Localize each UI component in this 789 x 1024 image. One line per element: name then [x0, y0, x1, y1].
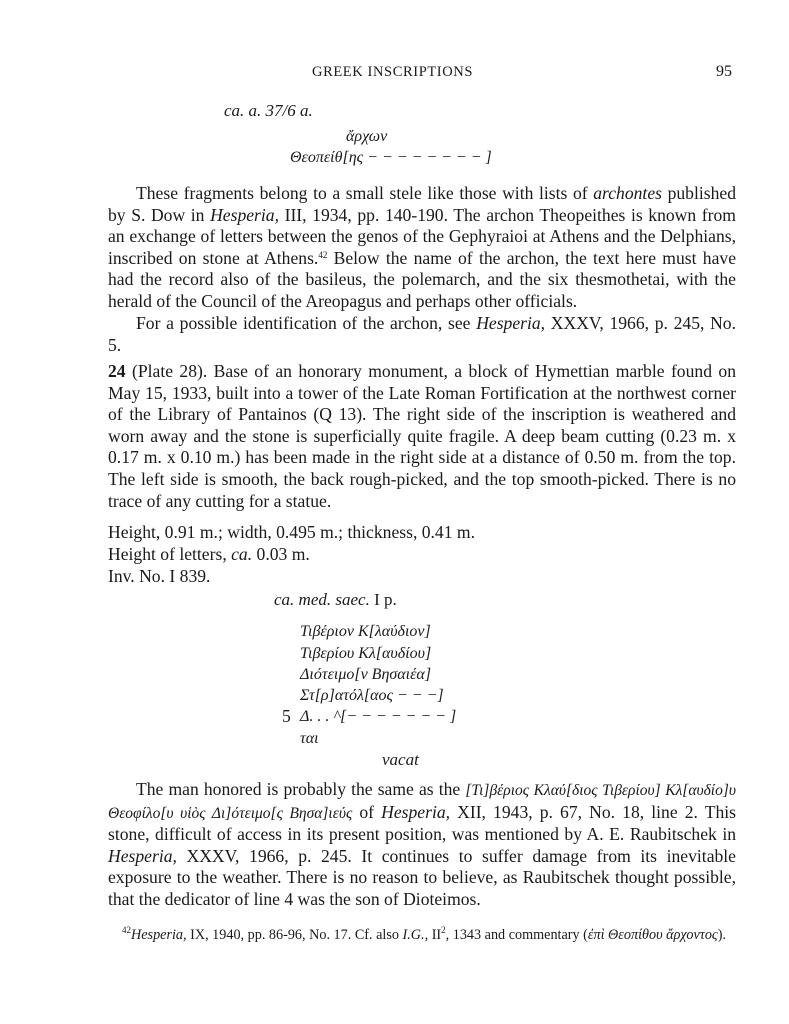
paragraph: For a possible identification of the archon, see Hesperia, XXXV, 1966, p. 245, No. 5.: [108, 313, 736, 355]
inscription-line: Θεοπείθ[ης − − − − − − − − ]: [290, 149, 492, 166]
inscription-line: ται: [300, 730, 319, 747]
running-title: GREEK INSCRIPTIONS: [312, 64, 474, 80]
inscription-line: Στ[ρ]ατόλ[αος − − −]: [300, 687, 444, 704]
vacat-note: vacat: [382, 750, 419, 769]
dimensions-line: Height, 0.91 m.; width, 0.495 m.; thickness, 0.41 m.: [108, 522, 476, 542]
entry-number: 24: [108, 361, 126, 381]
footnote-number: 42: [122, 925, 131, 935]
greek-citation: [Τι]βέριος Κλαύ[διος Τιβερίου] Κλ[αυδίο]υ Θεοφίλο[υ υἱὸς Δι]ότειμο[ς Βησα]ιεύς: [108, 782, 736, 822]
inscription-line: Τιβερίου Κλ[αυδίου]: [300, 645, 432, 662]
page-number: 95: [716, 63, 732, 80]
footnote: $^{42}$Hesperia, IX, 1940, pp. 86-96, No. 17. Cf. also I.G., $II^2$, 1343 and commentary (ἐπὶ Θεοπίθου ἄρχοντος).: [122, 925, 726, 943]
line-number: 5: [282, 706, 291, 726]
paragraph: These fragments belong to a small stele like those with lists of archontes published by S. Dow in Hesperia, III, 1934, pp. 140-190. The archon Theopeithes is known from an exchange of letters between the genos of the Gephyraioi at Athens and the Delphians, inscribed on stone at Athens.$^{42}$ Below the name of the archon, the text here must have had the record also of the basileus, the polemarch, and the six thesmothetai, with the herald of the Council of the Areopagus and perhaps other officials.: [108, 183, 736, 311]
paragraph: The man honored is probably the same as the [Τι]βέριος Κλαύ[διος Τιβερίου] Κλ[αυδίο]υ Θεοφίλο[υ υἱὸς Δι]ότειμο[ς Βησα]ιεύς of Hesperia, XII, 1943, p. 67, No. 18, line 2. This stone, difficult of access in its present position, was mentioned by A. E. Raubitschek in Hesperia, XXXV, 1966, p. 245. It continues to suffer damage from its inevitable exposure to the weather. There is no reason to believe, as Raubitschek thought possible, that the dedicator of line 4 was the son of Dioteimos.: [108, 779, 736, 909]
entry-paragraph: 24 (Plate 28). Base of an honorary monument, a block of Hymettian marble found on May 15, 1933, built into a tower of the Late Roman Fortification at the northwest corner of the Library of Pantainos (Q 13). The right side of the inscription is weathered and worn away and the stone is superficially quite fragile. A deep beam cutting (0.23 m. x 0.17 m. x 0.10 m.) has been made in the right side at a distance of 0.50 m. from the top. The left side is smooth, the back rough-picked, and the top smooth-picked. There is no trace of any cutting for a statue.: [108, 361, 736, 511]
dimensions-line: Height of letters, ca. 0.03 m.: [108, 544, 310, 564]
inscription-date: ca. med. saec. I p.: [274, 590, 397, 609]
inscription-line: Διότειμο[ν Βησαιέα]: [300, 666, 432, 683]
inscription-line: ἄρχων: [346, 128, 388, 145]
inscription-date: ca. a. 37/6 a.: [224, 101, 313, 120]
inscription-line: Δ. . . ^[− − − − − − − ]: [300, 708, 457, 725]
inventory-number: Inv. No. I 839.: [108, 566, 211, 586]
inscription-line: Τιβέριον Κ[λαύδιον]: [300, 623, 431, 640]
footnote-reference: 42: [318, 249, 328, 260]
